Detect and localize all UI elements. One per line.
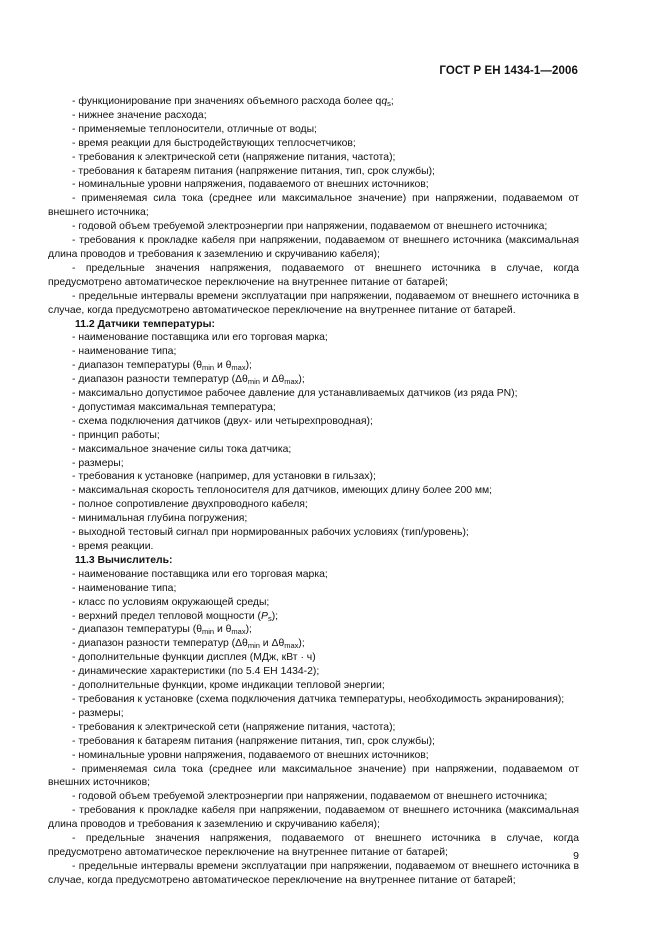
- section-heading-11-3: 11.3 Вычислитель:: [75, 554, 173, 566]
- list-item: - применяемая сила тока (среднее или максимальное значение) при напряжении, подаваемом от внешнего источника;: [48, 193, 579, 219]
- list-item: - требования к батареям питания (напряжение питания, тип, срок службы);: [72, 165, 435, 177]
- list-item: - годовой объем требуемой электроэнергии при напряжении, подаваемом от внешнего источника;: [72, 791, 548, 803]
- list-item: - полное сопротивление двухпроводного кабеля;: [72, 499, 308, 511]
- document-body: [48, 95, 579, 888]
- list-item: - принцип работы;: [72, 429, 160, 441]
- section-heading-11-2: 11.2 Датчики температуры:: [75, 318, 215, 330]
- list-item: - наименование типа;: [72, 346, 177, 358]
- list-item: - максимальное значение силы тока датчика;: [72, 443, 292, 455]
- list-item: - диапазон разности температур ($\Delta\theta_{min}$ и $\Delta\theta_{max}$);: [72, 638, 305, 651]
- list-item: - требования к прокладке кабеля при напряжении, подаваемом от внешнего источника (максимальная длина проводов и требования к заземлению и скручиванию кабеля);: [48, 805, 579, 831]
- list-item: - размеры;: [72, 707, 124, 719]
- standard-header: ГОСТ Р ЕН 1434-1—2006: [439, 65, 578, 77]
- list-item: - наименование типа;: [72, 582, 177, 594]
- list-item: - требования к электрической сети (напряжение питания, частота);: [72, 721, 396, 733]
- list-item: - функционирование при значениях объемного расхода более $qq_s$;: [72, 96, 394, 108]
- list-item: - время реакции для быстродействующих теплосчетчиков;: [72, 137, 356, 149]
- list-item: - размеры;: [72, 457, 124, 469]
- list-item: - предельные значения напряжения, подаваемого от внешнего источника в случае, когда предусмотрено автоматическое переключение на внутреннее питание от батарей;: [48, 262, 579, 288]
- list-item: - наименование поставщика или его торговая марка;: [72, 332, 328, 344]
- list-item: - диапазон температуры ($\theta_{min}$ и $\theta_{max}$);: [72, 360, 252, 373]
- list-item: - класс по условиям окружающей среды;: [72, 596, 270, 608]
- list-item: - максимальная скорость теплоносителя для датчиков, имеющих длину более 200 мм;: [72, 485, 493, 497]
- list-item: - динамические характеристики (по 5.4 ЕН 1434-2);: [72, 666, 320, 678]
- list-item: - схема подключения датчиков (двух- или четырехпроводная);: [72, 415, 373, 427]
- list-item: - наименование поставщика или его торговая марка;: [72, 568, 328, 580]
- list-item: - дополнительные функции дисплея (МДж, кВт · ч): [72, 652, 316, 664]
- list-item: - требования к батареям питания (напряжение питания, тип, срок службы);: [72, 735, 435, 747]
- list-item: - требования к прокладке кабеля при напряжении, подаваемом от внешнего источника (максимальная длина проводов и требования к заземлению и скручиванию кабеля);: [48, 235, 579, 260]
- list-item: - требования к установке (например, для установки в гильзах);: [72, 471, 376, 483]
- list-item: - применяемые теплоносители, отличные от воды;: [72, 123, 317, 135]
- list-item: - время реакции.: [72, 541, 154, 552]
- list-item: - номинальные уровни напряжения, подаваемого от внешних источников;: [72, 749, 429, 761]
- list-item: - дополнительные функции, кроме индикации тепловой энергии;: [72, 680, 385, 692]
- page-number: 9: [573, 850, 579, 862]
- list-item: - максимально допустимое рабочее давление для устанавливаемых датчиков (из ряда PN);: [72, 388, 518, 400]
- list-item: - выходной тестовый сигнал при нормированных рабочих условиях (тип/уровень);: [72, 527, 469, 539]
- list-item: - нижнее значение расхода;: [72, 109, 207, 121]
- list-item: - предельные значения напряжения, подаваемого от внешнего источника в случае, когда предусмотрено автоматическое переключение на внутреннее питание от батарей;: [48, 833, 579, 858]
- list-item: - предельные интервалы времени эксплуатации при напряжении, подаваемом от внешнего источника в случае, когда предусмотрено автоматическое переключение на внутреннее питание от батарей.: [48, 290, 579, 316]
- list-item: - требования к электрической сети (напряжение питания, частота);: [72, 151, 396, 163]
- list-item: - минимальная глубина погружения;: [72, 513, 248, 525]
- list-item: - диапазон температуры ($\theta_{min}$ и $\theta_{max}$);: [72, 624, 252, 637]
- list-item: - годовой объем требуемой электроэнергии при напряжении, подаваемом от внешнего источника;: [72, 221, 548, 233]
- list-item: - применяемая сила тока (среднее или максимальное значение) при напряжении, подаваемом от внешних источников;: [48, 763, 579, 789]
- list-item: - верхний предел тепловой мощности $(P_s)$;: [72, 610, 279, 623]
- list-item: - номинальные уровни напряжения, подаваемого от внешних источников;: [72, 179, 429, 191]
- list-item: - диапазон разности температур ($\Delta\theta_{min}$ и $\Delta\theta_{max}$);: [72, 374, 305, 387]
- list-item: - требования к установке (схема подключения датчика температуры, необходимость экранирования);: [72, 693, 565, 705]
- list-item: - предельные интервалы времени эксплуатации при напряжении, подаваемом от внешнего источника в случае, когда предусмотрено автоматическое переключение на внутреннее питание от батарей;: [48, 860, 579, 886]
- list-item: - допустимая максимальная температура;: [72, 401, 276, 413]
